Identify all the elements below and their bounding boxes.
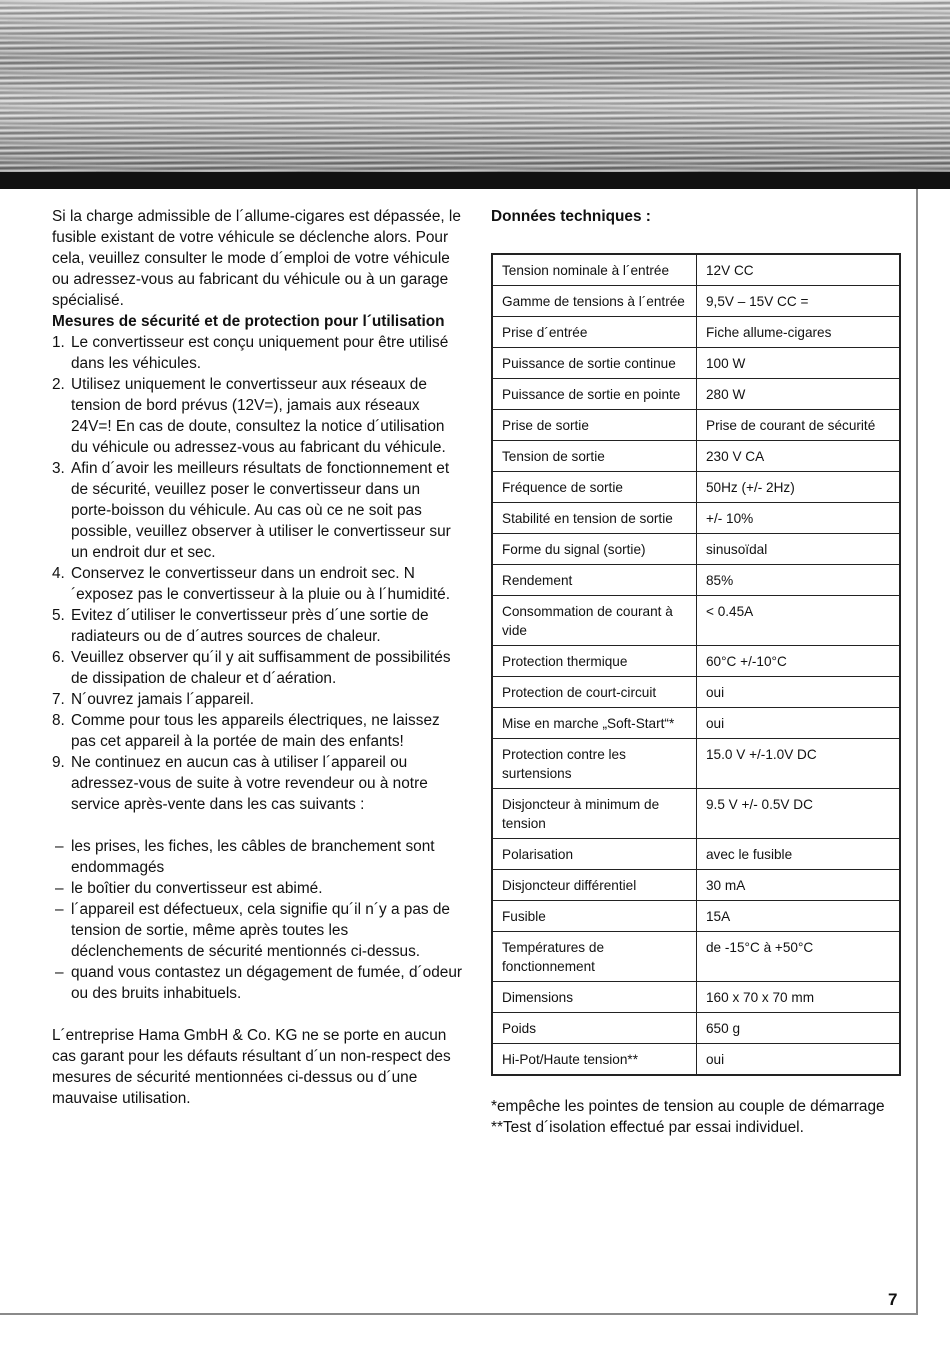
cases-list xyxy=(52,836,464,1004)
table-row xyxy=(492,677,900,708)
spec-value: oui xyxy=(697,677,901,708)
table-row xyxy=(492,472,900,503)
spec-value: 9,5V – 15V CC = xyxy=(697,286,901,317)
spec-label: Consommation de courant à vide xyxy=(492,596,697,646)
header-banner xyxy=(0,0,950,172)
list-item-number: 3. xyxy=(52,460,65,477)
list-item-number: 2. xyxy=(52,376,65,393)
table-row xyxy=(492,596,900,646)
list-item xyxy=(52,647,464,689)
list-item xyxy=(52,605,464,647)
safety-heading: Mesures de sécurité et de protection pour l´utilisation xyxy=(52,313,445,330)
spec-label: Tension de sortie xyxy=(492,441,697,472)
list-item-text: Ne continuez en aucun cas à utiliser l´appareil ou adressez-vous de suite à votre revendeur ou à notre service après-vente dans les cas suivants : xyxy=(71,754,428,813)
spec-label: Forme du signal (sortie) xyxy=(492,534,697,565)
list-item-number: 1. xyxy=(52,334,65,351)
right-margin-rule xyxy=(916,189,918,1315)
dash-bullet: – xyxy=(55,838,64,855)
spec-value: Prise de courant de sécurité xyxy=(697,410,901,441)
list-item xyxy=(52,563,464,605)
spec-value: avec le fusible xyxy=(697,839,901,870)
table-row xyxy=(492,348,900,379)
spec-value: 30 mA xyxy=(697,870,901,901)
spec-value: oui xyxy=(697,1044,901,1076)
spec-value: 15A xyxy=(697,901,901,932)
spec-label: Prise d´entrée xyxy=(492,317,697,348)
dash-bullet: – xyxy=(55,964,64,981)
spec-label: Polarisation xyxy=(492,839,697,870)
table-row xyxy=(492,286,900,317)
table-row xyxy=(492,870,900,901)
spec-label: Rendement xyxy=(492,565,697,596)
spec-value: Fiche allume-cigares xyxy=(697,317,901,348)
list-item-text: Evitez d´utiliser le convertisseur près d´une sortie de radiateurs ou de d´autres sources de chaleur. xyxy=(71,607,429,645)
spec-label: Protection de court-circuit xyxy=(492,677,697,708)
spec-value: de -15°C à +50°C xyxy=(697,932,901,982)
spec-label: Dimensions xyxy=(492,982,697,1013)
intro-paragraph: Si la charge admissible de l´allume-cigares est dépassée, le fusible existant de votre véhicule se déclenche alors. Pour cela, veuillez consulter le mode d´emploi de votre véhicule ou adressez-vous au fabricant du véhicule ou à un garage spécialisé. xyxy=(52,208,461,309)
list-item-text: Conservez le convertisseur dans un endroit sec. N´exposez pas le convertisseur à la pluie ou à l´humidité. xyxy=(71,565,450,603)
list-item-text: Veuillez observer qu´il y ait suffisamment de possibilités de dissipation de chaleur et d´aération. xyxy=(71,649,451,687)
spec-value: 12V CC xyxy=(697,254,901,286)
spec-label: Puissance de sortie en pointe xyxy=(492,379,697,410)
safety-steps-list xyxy=(52,332,464,815)
spec-value: 280 W xyxy=(697,379,901,410)
spec-label: Hi-Pot/Haute tension** xyxy=(492,1044,697,1076)
list-item xyxy=(52,962,464,1004)
spec-value: < 0.45A xyxy=(697,596,901,646)
spec-value: 15.0 V +/-1.0V DC xyxy=(697,739,901,789)
spec-label: Protection thermique xyxy=(492,646,697,677)
spec-value: 60°C +/-10°C xyxy=(697,646,901,677)
footnotes xyxy=(491,1096,911,1138)
spec-label: Poids xyxy=(492,1013,697,1044)
list-item-number: 9. xyxy=(52,754,65,771)
list-item-text: l´appareil est défectueux, cela signifie qu´il n´y a pas de tension de sortie, même après toutes les déclenchements de sécurité mentionnés ci-dessus. xyxy=(71,901,450,960)
list-item xyxy=(52,752,464,815)
list-item-text: Le convertisseur est conçu uniquement pour être utilisé dans les véhicules. xyxy=(71,334,449,372)
list-item xyxy=(52,836,464,878)
dash-bullet: – xyxy=(55,901,64,918)
spec-value: 650 g xyxy=(697,1013,901,1044)
list-item-text: N´ouvrez jamais l´appareil. xyxy=(71,691,255,708)
footnote: *empêche les pointes de tension au couple de démarrage xyxy=(491,1098,885,1115)
spec-label: Tension nominale à l´entrée xyxy=(492,254,697,286)
list-item-number: 8. xyxy=(52,712,65,729)
spec-label: Disjoncteur à minimum de tension xyxy=(492,789,697,839)
list-item-text: Utilisez uniquement le convertisseur aux réseaux de tension de bord prévus (12V=), jamais aux réseaux 24V=! En cas de doute, consultez la notice d´utilisation du véhicule ou adressez-vous au fabricant du véhicule. xyxy=(71,376,446,456)
list-item-number: 7. xyxy=(52,691,65,708)
table-row xyxy=(492,901,900,932)
table-row xyxy=(492,1013,900,1044)
spec-label: Stabilité en tension de sortie xyxy=(492,503,697,534)
list-item-text: Comme pour tous les appareils électriques, ne laissez pas cet appareil à la portée de main des enfants! xyxy=(71,712,440,750)
table-row xyxy=(492,646,900,677)
spec-label: Puissance de sortie continue xyxy=(492,348,697,379)
spec-label: Gamme de tensions à l´entrée xyxy=(492,286,697,317)
table-row xyxy=(492,789,900,839)
spec-label: Fusible xyxy=(492,901,697,932)
table-row xyxy=(492,254,900,286)
bottom-margin-rule xyxy=(0,1313,918,1315)
list-item xyxy=(52,332,464,374)
list-item xyxy=(52,710,464,752)
list-item-text: les prises, les fiches, les câbles de branchement sont endommagés xyxy=(71,838,435,876)
left-column xyxy=(52,206,464,1109)
list-item xyxy=(52,878,464,899)
spec-label: Températures de fonctionnement xyxy=(492,932,697,982)
table-row xyxy=(492,982,900,1013)
table-row xyxy=(492,739,900,789)
footnote: **Test d´isolation effectué par essai individuel. xyxy=(491,1119,804,1136)
spec-value: 230 V CA xyxy=(697,441,901,472)
header-black-bar xyxy=(0,172,950,189)
list-item-number: 4. xyxy=(52,565,65,582)
spec-value: sinusoïdal xyxy=(697,534,901,565)
spec-label: Disjoncteur différentiel xyxy=(492,870,697,901)
table-row xyxy=(492,1044,900,1076)
table-row xyxy=(492,534,900,565)
right-column xyxy=(491,206,911,1138)
list-item xyxy=(52,899,464,962)
table-row xyxy=(492,932,900,982)
dash-bullet: – xyxy=(55,880,64,897)
table-row xyxy=(492,708,900,739)
list-item-text: quand vous contastez un dégagement de fumée, d´odeur ou des bruits inhabituels. xyxy=(71,964,463,1002)
tech-data-heading: Données techniques : xyxy=(491,208,651,225)
list-item-text: Afin d´avoir les meilleurs résultats de fonctionnement et de sécurité, veuillez poser le convertisseur dans un porte-boisson du véhicule. Au cas où ce ne soit pas possible, veuillez observer à utiliser le convertisseur sur un endroit dur et sec. xyxy=(71,460,451,561)
spec-label: Mise en marche „Soft-Start“* xyxy=(492,708,697,739)
table-row xyxy=(492,565,900,596)
spec-value: 9.5 V +/- 0.5V DC xyxy=(697,789,901,839)
closing-paragraph: L´entreprise Hama GmbH & Co. KG ne se porte en aucun cas garant pour les défauts résultant d´un non-respect des mesures de sécurité mentionnées ci-dessus ou d´une mauvaise utilisation. xyxy=(52,1027,451,1107)
spec-value: 100 W xyxy=(697,348,901,379)
list-item-number: 6. xyxy=(52,649,65,666)
spec-label: Fréquence de sortie xyxy=(492,472,697,503)
spec-value: 160 x 70 x 70 mm xyxy=(697,982,901,1013)
list-item xyxy=(52,689,464,710)
spec-value: 50Hz (+/- 2Hz) xyxy=(697,472,901,503)
list-item xyxy=(52,458,464,563)
page-number: 7 xyxy=(888,1290,898,1309)
list-item-number: 5. xyxy=(52,607,65,624)
table-row xyxy=(492,441,900,472)
table-row xyxy=(492,503,900,534)
spec-value: oui xyxy=(697,708,901,739)
table-row xyxy=(492,410,900,441)
spec-label: Prise de sortie xyxy=(492,410,697,441)
spec-value: +/- 10% xyxy=(697,503,901,534)
list-item-text: le boîtier du convertisseur est abimé. xyxy=(71,880,323,897)
table-row xyxy=(492,839,900,870)
list-item xyxy=(52,374,464,458)
spec-label: Protection contre les surtensions xyxy=(492,739,697,789)
table-row xyxy=(492,379,900,410)
spec-value: 85% xyxy=(697,565,901,596)
specs-table xyxy=(491,253,901,1076)
table-row xyxy=(492,317,900,348)
